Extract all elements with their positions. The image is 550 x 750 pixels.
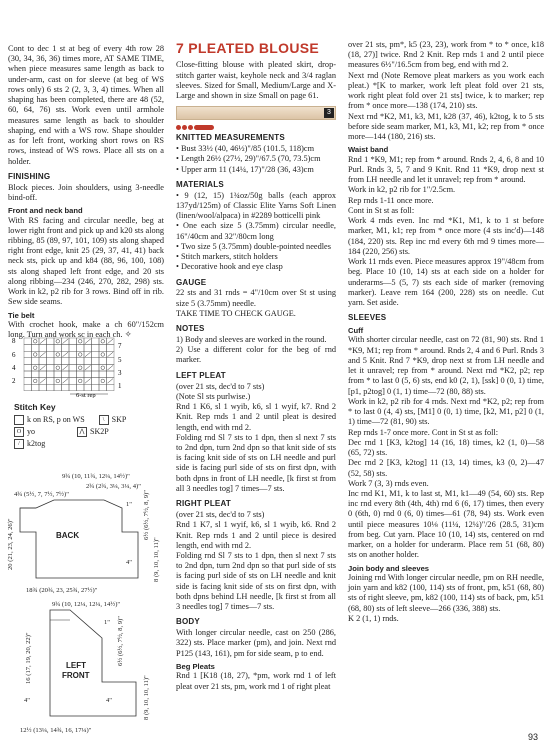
lace-chart-svg	[10, 334, 130, 398]
chart-cell	[99, 364, 107, 371]
front-label-line1: LEFT	[66, 661, 86, 670]
yo-symbol-icon: O	[14, 427, 24, 437]
chart-row-right-2: 5	[118, 356, 122, 364]
dec-mark	[108, 339, 114, 344]
chart-cell	[69, 364, 77, 371]
key-sk2p: ⋀ SK2P	[77, 427, 109, 437]
chart-cell	[69, 345, 77, 352]
dec-mark	[63, 365, 69, 370]
chart-cell	[99, 358, 107, 365]
material-clasp: • Decorative hook and eye clasp	[176, 262, 283, 272]
chart-cell	[69, 338, 77, 345]
left-pleat-line: Folding rnd Sl 7 sts to 1 dpn, then sl next 7 sts to 2nd dpn, turn 2nd dpn so that knit side of sts is facing knit side of sts on LH needle and purl side is facing purl side of sts on first dpn, with both dpns in front of LH needle, [k first st from all 3 needles tog] 7 times—7 sts.	[176, 432, 336, 493]
join-last-line: K 2 (1, 1) rnds.	[348, 613, 399, 623]
schematic-diagrams	[6, 470, 166, 743]
chart-row-left-2: 6	[12, 351, 16, 359]
chart-cell	[77, 345, 85, 352]
back-shaping-text: Cont to dec 1 st at beg of every 4th row 28 (30, 34, 36, 36) times more, AT SAME TIME, when piece measures same length as back to under-arm, cast on for sleeve (at beg of WS rows only) 6 sts 2 (2, 3, 3, 4) times. When all shaping has been completed, there are 48 (52, 60, 64, 76) sts. Work even until armhole measures same length as back to shoulder shaping, end with a WS row. Shape shoulder as for left front, working short rows on RS rows, instead of WS rows. Place all sts on a holder.	[8, 44, 164, 166]
key-skp: \ SKP	[99, 415, 127, 425]
chart-cell	[54, 384, 62, 391]
chart-cell	[92, 371, 100, 378]
skill-level-icon	[176, 123, 336, 128]
front-neck-text: With RS facing and circular needle, beg at lower right front and pick up and k20 sts along ribbing, 85 (89, 97, 101, 109) sts along shaped right front edge, knit 25 (29, 37, 41, 41) back neck sts, pick up and k84 (88, 96, 100, 108) sts along shaped left front edge, and 20 sts along ribbing—234 (246, 270, 282, 298) sts. Work in k2, p2 rib for 3 rows. Bind off in rib. Sew side seams.	[8, 215, 164, 307]
chart-row-right-3: 3	[118, 369, 122, 377]
chart-cell	[62, 371, 70, 378]
rep-label: 6-st rep	[76, 392, 96, 398]
cuff-para: Work 7 (3, 3) rnds even.	[348, 478, 429, 488]
stitch-key-title: Stitch Key	[14, 402, 56, 412]
back-four-measure: 4"	[126, 559, 132, 566]
chart-cell	[24, 378, 32, 385]
chart-cell	[107, 345, 115, 352]
right-pleat-line: (over 21 sts, dec'd to 7 sts)	[176, 510, 265, 520]
dec-mark	[108, 379, 114, 384]
chart-cell	[24, 384, 32, 391]
chart-cell	[84, 345, 92, 352]
lace-chart	[10, 334, 130, 403]
yo-mark	[56, 340, 60, 344]
front-top-measure: 9¾ (10, 12¼, 12¼, 14½)"	[52, 601, 121, 608]
chart-grid	[24, 338, 114, 391]
chart-cell	[24, 371, 32, 378]
material-dpn: • Two size 5 (3.75mm) double-pointed needles	[176, 241, 331, 251]
dec-mark	[85, 365, 91, 370]
right-pleat-line: Rnd 1 K7, sl 1 wyif, k6, sl 1 wyib, k6. Rnd 2 Knit. Rep rnds 1 and 2 until piece is desired length, end with rnd 2.	[176, 520, 336, 550]
chart-cell	[92, 358, 100, 365]
yo-mark	[33, 379, 37, 383]
note-2: 2) Use a different color for the beg of rnd marker.	[176, 345, 336, 365]
cuff-para: Work in k2, p2 rib for 4 rnds. Next rnd *K2, p2; rep from * to last 0 (4, 4) sts, [M1] 0 (0, 1) time, [k2, M1, p2] 0 (1, 1) time—72 (81, 90) sts.	[348, 396, 544, 427]
chart-cell	[54, 371, 62, 378]
chart-row-left-1: 8	[12, 337, 16, 345]
yo-mark	[33, 366, 37, 370]
material-yarn: • 9 (12, 15) 1¾oz/50g balls (each approx 137yd/125m) of Classic Elite Yarns Soft Linen (linen/wool/alpaca) in #2289 botticelli pink	[176, 190, 336, 221]
yo-mark	[78, 340, 82, 344]
gauge-check: TAKE TIME TO CHECK GAUGE.	[176, 308, 296, 318]
join-text: Joining rnd With longer circular needle, pm on RH needle, join yarn and k82 (100, 114) sts of front, pm, k51 (68, 80) sts of right sleeve, pm, k82 (100, 114) sts of back, pm, k51 (68, 80) sts of left sleeve—266 (336, 388) sts.	[348, 573, 544, 613]
chart-cell	[92, 364, 100, 371]
chart-cell	[54, 338, 62, 345]
back-armhole-measure: 6½ (6½, 7½, 8, 9)"	[143, 490, 150, 540]
front-bottom-measure: 12½ (13¼, 14¾, 16, 17¼)"	[20, 727, 92, 734]
chart-cell	[77, 371, 85, 378]
material-markers: • Stitch markers, stitch holders	[176, 252, 278, 262]
chart-cell	[84, 371, 92, 378]
chart-row-right-4: 1	[118, 382, 122, 390]
left-pleat-line: (Note Sl sts purlwise.)	[176, 391, 251, 401]
chart-cell	[92, 384, 100, 391]
chart-cell	[47, 378, 55, 385]
chart-cell	[47, 345, 55, 352]
chart-cell	[77, 378, 85, 385]
pattern-title: 7 PLEATED BLOUSE	[176, 40, 320, 56]
waist-band-heading: Waist band	[348, 145, 389, 155]
back-bottom-measure: 18¾ (20¾, 23, 25¾, 27½)"	[26, 587, 98, 594]
pleats-cont-text: over 21 sts, pm*, k5 (23, 23), work from * to * once, k18 (18, 27)] twice. Rnd 2 Knit. Rep rnds 1 and 2 until piece measures 6½"/16.5cm from beg, end with rnd 2.	[348, 40, 544, 70]
k2tog-symbol-icon: /	[14, 439, 24, 449]
chart-cell	[32, 338, 40, 345]
schematic-svg	[6, 470, 166, 738]
chart-cell	[92, 338, 100, 345]
sk2p-symbol-icon: ⋀	[77, 427, 87, 437]
chart-cell	[62, 358, 70, 365]
chart-cell	[54, 364, 62, 371]
yarn-photo-strip	[176, 106, 336, 120]
yo-mark	[101, 379, 105, 383]
key-k2tog: / k2tog	[14, 439, 45, 449]
chart-cell	[39, 358, 47, 365]
dec-mark	[108, 365, 114, 370]
materials-heading: MATERIALS	[176, 179, 224, 189]
chart-cell	[99, 378, 107, 385]
left-pleat-heading: LEFT PLEAT	[176, 370, 226, 380]
chart-cell	[47, 338, 55, 345]
chart-cell	[47, 351, 55, 358]
finishing-text: Block pieces. Join shoulders, using 3-needle bind-off.	[8, 182, 164, 202]
chart-cell	[54, 358, 62, 365]
chart-cell	[92, 378, 100, 385]
waist-para: Rnd 1 *K9, M1; rep from * around. Rnds 2, 4, 6, 8 and 10 Purl. Rnds 3, 5, 7 and 9 Knit. Rnd 11 *K9, drop next st from LH needle and let it unravel; rep from * around.	[348, 154, 544, 185]
chart-cell	[84, 358, 92, 365]
chart-cell	[99, 371, 107, 378]
sleeves-heading: SLEEVES	[348, 313, 387, 323]
chart-cell	[69, 358, 77, 365]
photo-tag: 3	[324, 108, 334, 118]
chart-row-right-1: 7	[118, 342, 122, 350]
note-1: 1) Body and sleeves are worked in the round.	[176, 335, 327, 344]
waist-para: Work 4 rnds even. Inc rnd *K1, M1, k to 1 st before marker, M1, k1; rep from * once more (4 sts inc'd)—148 (184, 220) sts. Rep inc rnd every 6th rnd 9 times more—184 (220, 256) sts.	[348, 216, 544, 256]
measure-upper-arm: • Upper arm 11 (14¼, 17)"/28 (36, 43)cm	[176, 164, 314, 174]
yo-mark	[101, 366, 105, 370]
chart-cell	[84, 384, 92, 391]
dec-mark	[40, 339, 46, 344]
yo-mark	[33, 353, 37, 357]
join-heading: Join body and sleeves	[348, 563, 430, 573]
left-pleat-line: Rnd 1 K6, sl 1 wyib, k6, sl 1 wyif, k7. Rnd 2 Knit. Rep rnds 1 and 2 until pleat is desired length, end with rnd 2.	[176, 402, 336, 432]
chart-cell	[99, 384, 107, 391]
yo-mark	[78, 353, 82, 357]
front-one-measure: 1"	[104, 619, 110, 626]
measure-bust: • Bust 33½ (40, 46½)"/85 (101.5, 118)cm	[176, 144, 315, 154]
page-number: 93	[527, 732, 538, 742]
body-heading: BODY	[176, 617, 200, 627]
dec-mark	[40, 365, 46, 370]
dec-mark	[40, 379, 46, 384]
yo-mark	[56, 379, 60, 383]
stitch-key	[14, 402, 126, 451]
waist-para: Cont in St st as foll:	[348, 205, 415, 215]
dec-mark	[85, 379, 91, 384]
chart-cell	[39, 384, 47, 391]
knit-symbol-icon	[14, 415, 24, 425]
dec-mark	[108, 352, 114, 357]
chart-cell	[62, 384, 70, 391]
cuff-para: Dec rnd 2 [K3, k2tog] 11 (13, 14) times, k3 (0, 2)—47 (52, 58) sts.	[348, 458, 544, 478]
right-pleat-heading: RIGHT PLEAT	[176, 499, 231, 509]
knitted-measurements-heading: KNITTED MEASUREMENTS	[176, 133, 285, 143]
notes-heading: NOTES	[176, 324, 205, 334]
chart-cell	[39, 371, 47, 378]
chart-cell	[77, 384, 85, 391]
back-top-measure: 9¾ (10, 11¾, 12¼, 14½)"	[62, 473, 130, 480]
chart-cell	[24, 364, 32, 371]
right-pleat-line: Folding rnd Sl 7 sts to 1 dpn, then sl next 7 sts to 2nd dpn, turn 2nd dpn so that purl side of sts is facing purl side of sts on LH needle and knit side is facing knit side of sts on first dpn, with both dpns behind LH needle, [k first st from all 3 needles tog] 7 times—7 sts.	[176, 550, 336, 612]
back-side-measure: 8 (9, 10, 10, 11)"	[153, 537, 160, 582]
yo-mark	[78, 366, 82, 370]
chart-cell	[107, 358, 115, 365]
back-sleeve-measure: 4¾ (5½, 7, 7½, 7½)"	[14, 491, 69, 498]
pleats-next-rnd: Next rnd (Note Remove pleat markers as you work each pleat.) *[K to marker, work left pleat fold over 21 sts, work right pleat fold over 21 sts] twice, k to marker; rep from * once more—138 (174, 210) sts.	[348, 70, 544, 111]
chart-cell	[32, 364, 40, 371]
right-column	[348, 40, 544, 624]
front-side-measure: 8 (9, 10, 10, 11)"	[143, 675, 150, 720]
dec-mark	[85, 339, 91, 344]
gauge-text: 22 sts and 31 rnds = 4"/10cm over St st using size 5 (3.75mm) needle.	[176, 288, 336, 308]
material-circular: • One each size 5 (3.75mm) circular needle, 16"/40cm and 32"/80cm long	[176, 221, 336, 241]
chart-cell	[77, 364, 85, 371]
beg-pleats-heading: Beg Pleats	[176, 661, 215, 671]
chart-cell	[54, 351, 62, 358]
chart-cell	[69, 371, 77, 378]
dec-mark	[63, 339, 69, 344]
measure-length: • Length 26½ (27½, 29)"/67.5 (70, 73.5)cm	[176, 154, 321, 164]
key-yo: O yo	[14, 427, 35, 437]
body-text: With longer circular needle, cast on 250 (286, 322) sts. Place marker (pm), and join. Next rnd P125 (143, 161), pm for side seam, p to end.	[176, 628, 336, 658]
back-height-measure: 20 (21, 23, 24, 26)"	[7, 518, 14, 570]
dec-mark	[63, 352, 69, 357]
yo-mark	[101, 340, 105, 344]
chart-cell	[69, 378, 77, 385]
tie-belt-heading: Tie belt	[8, 310, 35, 320]
key-knit: k on RS, p on WS	[14, 415, 85, 425]
back-one-measure: 1"	[126, 501, 132, 508]
yo-mark	[56, 366, 60, 370]
yo-mark	[101, 353, 105, 357]
chart-cell	[47, 384, 55, 391]
dec-mark	[85, 352, 91, 357]
chart-cell	[39, 345, 47, 352]
chart-cell	[24, 358, 32, 365]
chart-cell	[107, 371, 115, 378]
gauge-heading: GAUGE	[176, 277, 207, 287]
front-neck-heading: Front and neck band	[8, 206, 83, 216]
chart-cell	[47, 358, 55, 365]
back-label: BACK	[56, 531, 80, 540]
pattern-intro: Close-fitting blouse with pleated skirt, drop-stitch garter waist, keyhole neck and 3/4 raglan sleeves. Sized for Small, Medium/Large and X-Large and shown in size Small on page 61.	[176, 60, 336, 100]
yo-mark	[56, 353, 60, 357]
chart-cell	[77, 351, 85, 358]
beg-pleats-text: Rnd 1 [K18 (18, 27), *pm, work rnd 1 of left pleat over 21 sts, pm, work rnd 1 of right pleat	[176, 671, 336, 691]
tie-belt-text: With crochet hook, make a ch 60"/152cm long. Turn and work sc in each ch. ✧	[8, 320, 164, 340]
chart-cell	[47, 364, 55, 371]
chart-cell	[32, 384, 40, 391]
front-four-measure: 4"	[106, 697, 112, 704]
chart-cell	[32, 351, 40, 358]
chart-cell	[24, 338, 32, 345]
front-label-line2: FRONT	[62, 671, 90, 680]
chart-cell	[77, 358, 85, 365]
chart-cell	[92, 351, 100, 358]
chart-cell	[54, 378, 62, 385]
chart-cell	[69, 351, 77, 358]
middle-column	[176, 40, 336, 692]
chart-cell	[54, 345, 62, 352]
cuff-para: Inc rnd K1, M1, k to last st, M1, k1—49 (54, 60) sts. Rep inc rnd every 8th (4th, 4th) rnd 6 (6, 17) times, then every 0 (6th, 0) rnd 0 (6, 0) times—61 (78, 94) sts. Work even until piece measures 10⅛ (11¼, 12¼)"/26 (28.5, 31)cm from beg. Cut yarn. Place 10 (10, 14) sts, centered on rnd marker, on a holder for underarm. Place rem 51 (68, 80) sts on another holder.	[348, 489, 544, 560]
chart-cell	[77, 338, 85, 345]
chart-cell	[99, 351, 107, 358]
chart-cell	[32, 358, 40, 365]
left-column	[8, 44, 164, 340]
chart-cell	[24, 345, 32, 352]
chart-cell	[32, 345, 40, 352]
chart-cell	[24, 351, 32, 358]
chart-cell	[99, 338, 107, 345]
yo-mark	[33, 340, 37, 344]
back-shoulder-measure: 2¾ (2¾, 3¼, 3¼, 4)"	[86, 483, 141, 490]
skp-symbol-icon: \	[99, 415, 109, 425]
chart-cell	[69, 384, 77, 391]
front-armhole-measure: 6½ (6½, 7½, 8, 9)"	[117, 616, 124, 666]
waist-para: Work 11 rnds even. Piece measures approx 19"/48cm from beg. Place 10 (10, 14) sts at each side on a holder for underarms—5 (5, 7) sts each side of marker (removing marker). Leave rem 164 (200, 228) sts on needle. Cut yarn. Set aside.	[348, 257, 544, 307]
front-four-left-measure: 4"	[24, 697, 30, 704]
chart-cell	[92, 345, 100, 352]
chart-cell	[47, 371, 55, 378]
left-pleat-line: (over 21 sts, dec'd to 7 sts)	[176, 381, 265, 391]
waist-para: Work in k2, p2 rib for 1"/2.5cm.	[348, 185, 456, 195]
chart-cell	[32, 371, 40, 378]
chart-cell	[107, 384, 115, 391]
pleats-dec-rnd: Next rnd *K2, M1, k3, M1, k28 (37, 46), k2tog, k to 5 sts before side seam marker, M1, k3, M1, k2; rep from * once more—144 (180, 216) sts.	[348, 111, 544, 142]
cuff-para: With shorter circular needle, cast on 72 (81, 90) sts. Rnd 1 *K9, M1; rep from * around. Rnds 2, 4 and 6 Purl. Rnds 3 and 5 Knit. Rnd 7 *K9, drop next st from LH needle and let it unravel; rep from * around. Next rnd *K2, p2; rep from * to last 0 (5, 6) sts, end k0 (2, 1), [ssk] 0 (0, 1) time, [p1, p2tog] 0 (1, 1) time—72 (80, 88) sts.	[348, 335, 544, 396]
cuff-para: Dec rnd 1 [K3, k2tog] 14 (16, 18) times, k2 (1, 0)—58 (65, 72) sts.	[348, 437, 544, 458]
dec-mark	[40, 352, 46, 357]
front-height-measure: 16 (17, 19, 20, 22)"	[25, 632, 32, 684]
yo-mark	[78, 379, 82, 383]
cuff-para: Rep rnds 1-7 once more. Cont in St st as foll:	[348, 427, 499, 437]
finishing-heading: FINISHING	[8, 171, 51, 181]
cuff-heading: Cuff	[348, 326, 364, 336]
chart-row-left-4: 2	[12, 377, 16, 385]
chart-cell	[62, 345, 70, 352]
chart-cell	[32, 378, 40, 385]
dec-mark	[63, 379, 69, 384]
chart-row-left-3: 4	[12, 364, 16, 372]
chart-cell	[99, 345, 107, 352]
waist-para: Rep rnds 1-11 once more.	[348, 195, 434, 205]
